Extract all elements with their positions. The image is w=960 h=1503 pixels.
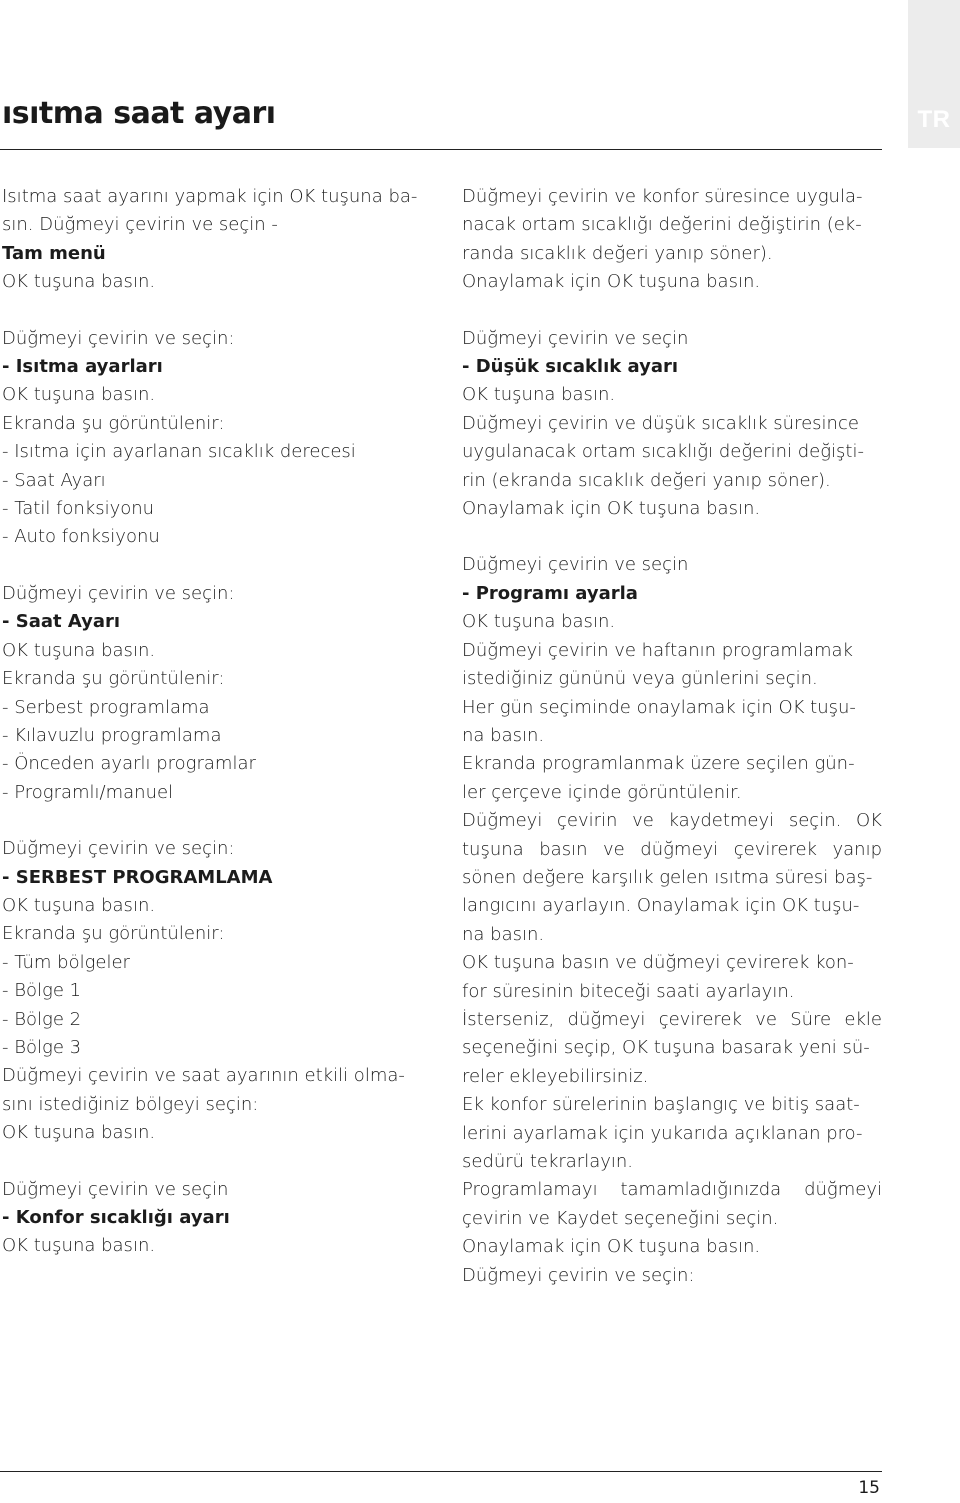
text-line: - Isıtma için ayarlanan sıcaklık derecesi xyxy=(2,441,356,463)
text-line: OK tuşuna basın. xyxy=(2,894,156,916)
paragraph xyxy=(2,580,442,807)
text-line: OK tuşuna basın. xyxy=(2,639,156,661)
text-line: na basın. xyxy=(462,923,545,945)
text-line: Ekranda şu görüntülenir: xyxy=(2,412,225,434)
text-line: for süresinin biteceği saati ayarlayın. xyxy=(462,980,795,1002)
menu-option-text: - Programı ayarla xyxy=(462,582,638,604)
text-line: İsterseniz, düğmeyi çevirerek ve Süre ekle xyxy=(462,1008,882,1030)
text-line: Düğmeyi çevirin ve konfor süresince uygula- xyxy=(462,186,863,207)
paragraph xyxy=(462,325,882,524)
text-line: ler çerçeve içinde görüntülenir. xyxy=(462,781,742,803)
page-number: 15 xyxy=(858,1478,880,1498)
text-line: Düğmeyi çevirin ve seçin: xyxy=(462,1264,695,1286)
menu-option-text: - Düşük sıcaklık ayarı xyxy=(462,356,679,378)
text-line: OK tuşuna basın. xyxy=(2,271,156,293)
text-line: Isıtma saat ayarını yapmak için OK tuşuna ba- xyxy=(2,186,418,207)
text-line: OK tuşuna basın. xyxy=(2,1235,156,1257)
text-line: Ekranda şu görüntülenir: xyxy=(2,923,225,945)
text-line: sedürü tekrarlayın. xyxy=(462,1151,634,1172)
header-divider xyxy=(0,149,882,150)
text-line: sını istediğiniz bölgeyi seçin: xyxy=(2,1093,259,1115)
language-tab xyxy=(908,0,960,148)
text-line: Ekranda programlanmak üzere seçilen gün- xyxy=(462,753,855,775)
text-line: Düğmeyi çevirin ve seçin: xyxy=(2,838,235,860)
right-column xyxy=(462,183,882,1318)
text-line: Düğmeyi çevirin ve seçin: xyxy=(2,582,235,604)
text-line: langıcını ayarlayın. Onaylamak için OK tuşu- xyxy=(462,895,860,917)
text-line: na basın. xyxy=(462,724,545,746)
text-line: sönen değere karşılık gelen ısıtma süresi baş- xyxy=(462,866,873,888)
text-line: - Serbest programlama xyxy=(2,696,210,718)
text-line: Düğmeyi çevirin ve düşük sıcaklık süresince xyxy=(462,412,859,434)
paragraph xyxy=(462,551,882,1290)
text-line: Düğmeyi çevirin ve seçin xyxy=(462,554,689,576)
text-line: Düğmeyi çevirin ve haftanın programlamak xyxy=(462,639,853,661)
text-line: - Tatil fonksiyonu xyxy=(2,498,155,520)
text-line: çevirin ve Kaydet seçeneğini seçin. xyxy=(462,1207,779,1229)
text-line: tuşuna basın ve düğmeyi çevirerek yanıp xyxy=(462,838,882,860)
text-line: istediğiniz gününü veya günlerini seçin. xyxy=(462,668,818,690)
menu-option-text: - SERBEST PROGRAMLAMA xyxy=(2,866,273,888)
text-line: Düğmeyi çevirin ve kaydetmeyi seçin. OK xyxy=(462,810,882,832)
text-line: Düğmeyi çevirin ve seçin xyxy=(462,327,689,349)
menu-option-text: Tam menü xyxy=(2,242,106,264)
text-line: Düğmeyi çevirin ve seçin: xyxy=(2,327,235,349)
text-line: Her gün seçiminde onaylamak için OK tuşu- xyxy=(462,696,856,718)
text-line: Ek konfor sürelerinin başlangıç ve bitiş saat- xyxy=(462,1094,860,1116)
text-line: Onaylamak için OK tuşuna basın. xyxy=(462,271,761,293)
language-label: TR xyxy=(917,106,951,133)
text-line: seçeneğini seçip, OK tuşuna basarak yeni sü- xyxy=(462,1037,870,1059)
text-line: - Tüm bölgeler xyxy=(2,951,130,973)
paragraph xyxy=(462,183,882,297)
text-line: - Bölge 3 xyxy=(2,1036,82,1058)
text-line: - Önceden ayarlı programlar xyxy=(2,753,256,775)
text-line: - Bölge 1 xyxy=(2,980,82,1002)
paragraph xyxy=(2,1176,442,1261)
text-line: Onaylamak için OK tuşuna basın. xyxy=(462,1236,761,1258)
text-line: - Saat Ayarı xyxy=(2,469,106,491)
text-line: nacak ortam sıcaklığı değerini değiştirin (ek- xyxy=(462,214,862,236)
text-line: randa sıcaklık değeri yanıp söner). xyxy=(462,242,773,264)
paragraph xyxy=(2,183,442,297)
text-line: Ekranda şu görüntülenir: xyxy=(2,668,225,690)
text-line: - Kılavuzlu programlama xyxy=(2,724,222,746)
text-line: OK tuşuna basın. xyxy=(2,1122,156,1144)
menu-option-text: - Isıtma ayarları xyxy=(2,356,163,378)
paragraph xyxy=(2,835,442,1147)
paragraph xyxy=(2,325,442,552)
text-line: OK tuşuna basın. xyxy=(462,611,616,633)
left-column xyxy=(2,183,442,1289)
text-line: OK tuşuna basın ve düğmeyi çevirerek kon- xyxy=(462,952,854,974)
text-line: OK tuşuna basın. xyxy=(2,384,156,406)
text-line: reler ekleyebilirsiniz. xyxy=(462,1065,649,1087)
text-line: uygulanacak ortam sıcaklığı değerini değişti- xyxy=(462,441,864,463)
text-line: - Auto fonksiyonu xyxy=(2,526,160,548)
text-line: - Bölge 2 xyxy=(2,1008,82,1030)
text-line: - Programlı/manuel xyxy=(2,781,174,803)
page-title: ısıtma saat ayarı xyxy=(2,96,276,131)
footer-divider xyxy=(0,1471,882,1472)
text-line: sın. Düğmeyi çevirin ve seçin - xyxy=(2,214,278,236)
menu-option-text: - Saat Ayarı xyxy=(2,611,121,633)
text-line: Düğmeyi çevirin ve seçin xyxy=(2,1178,229,1200)
text-line: OK tuşuna basın. xyxy=(462,384,616,406)
text-line: Onaylamak için OK tuşuna basın. xyxy=(462,498,761,520)
text-line: lerini ayarlamak için yukarıda açıklanan pro- xyxy=(462,1122,863,1144)
text-line: Düğmeyi çevirin ve saat ayarının etkili olma- xyxy=(2,1065,405,1087)
text-line: rin (ekranda sıcaklık değeri yanıp söner). xyxy=(462,469,831,491)
menu-option-text: - Konfor sıcaklığı ayarı xyxy=(2,1207,230,1228)
text-line: Programlamayı tamamladığınızda düğmeyi xyxy=(462,1179,882,1201)
